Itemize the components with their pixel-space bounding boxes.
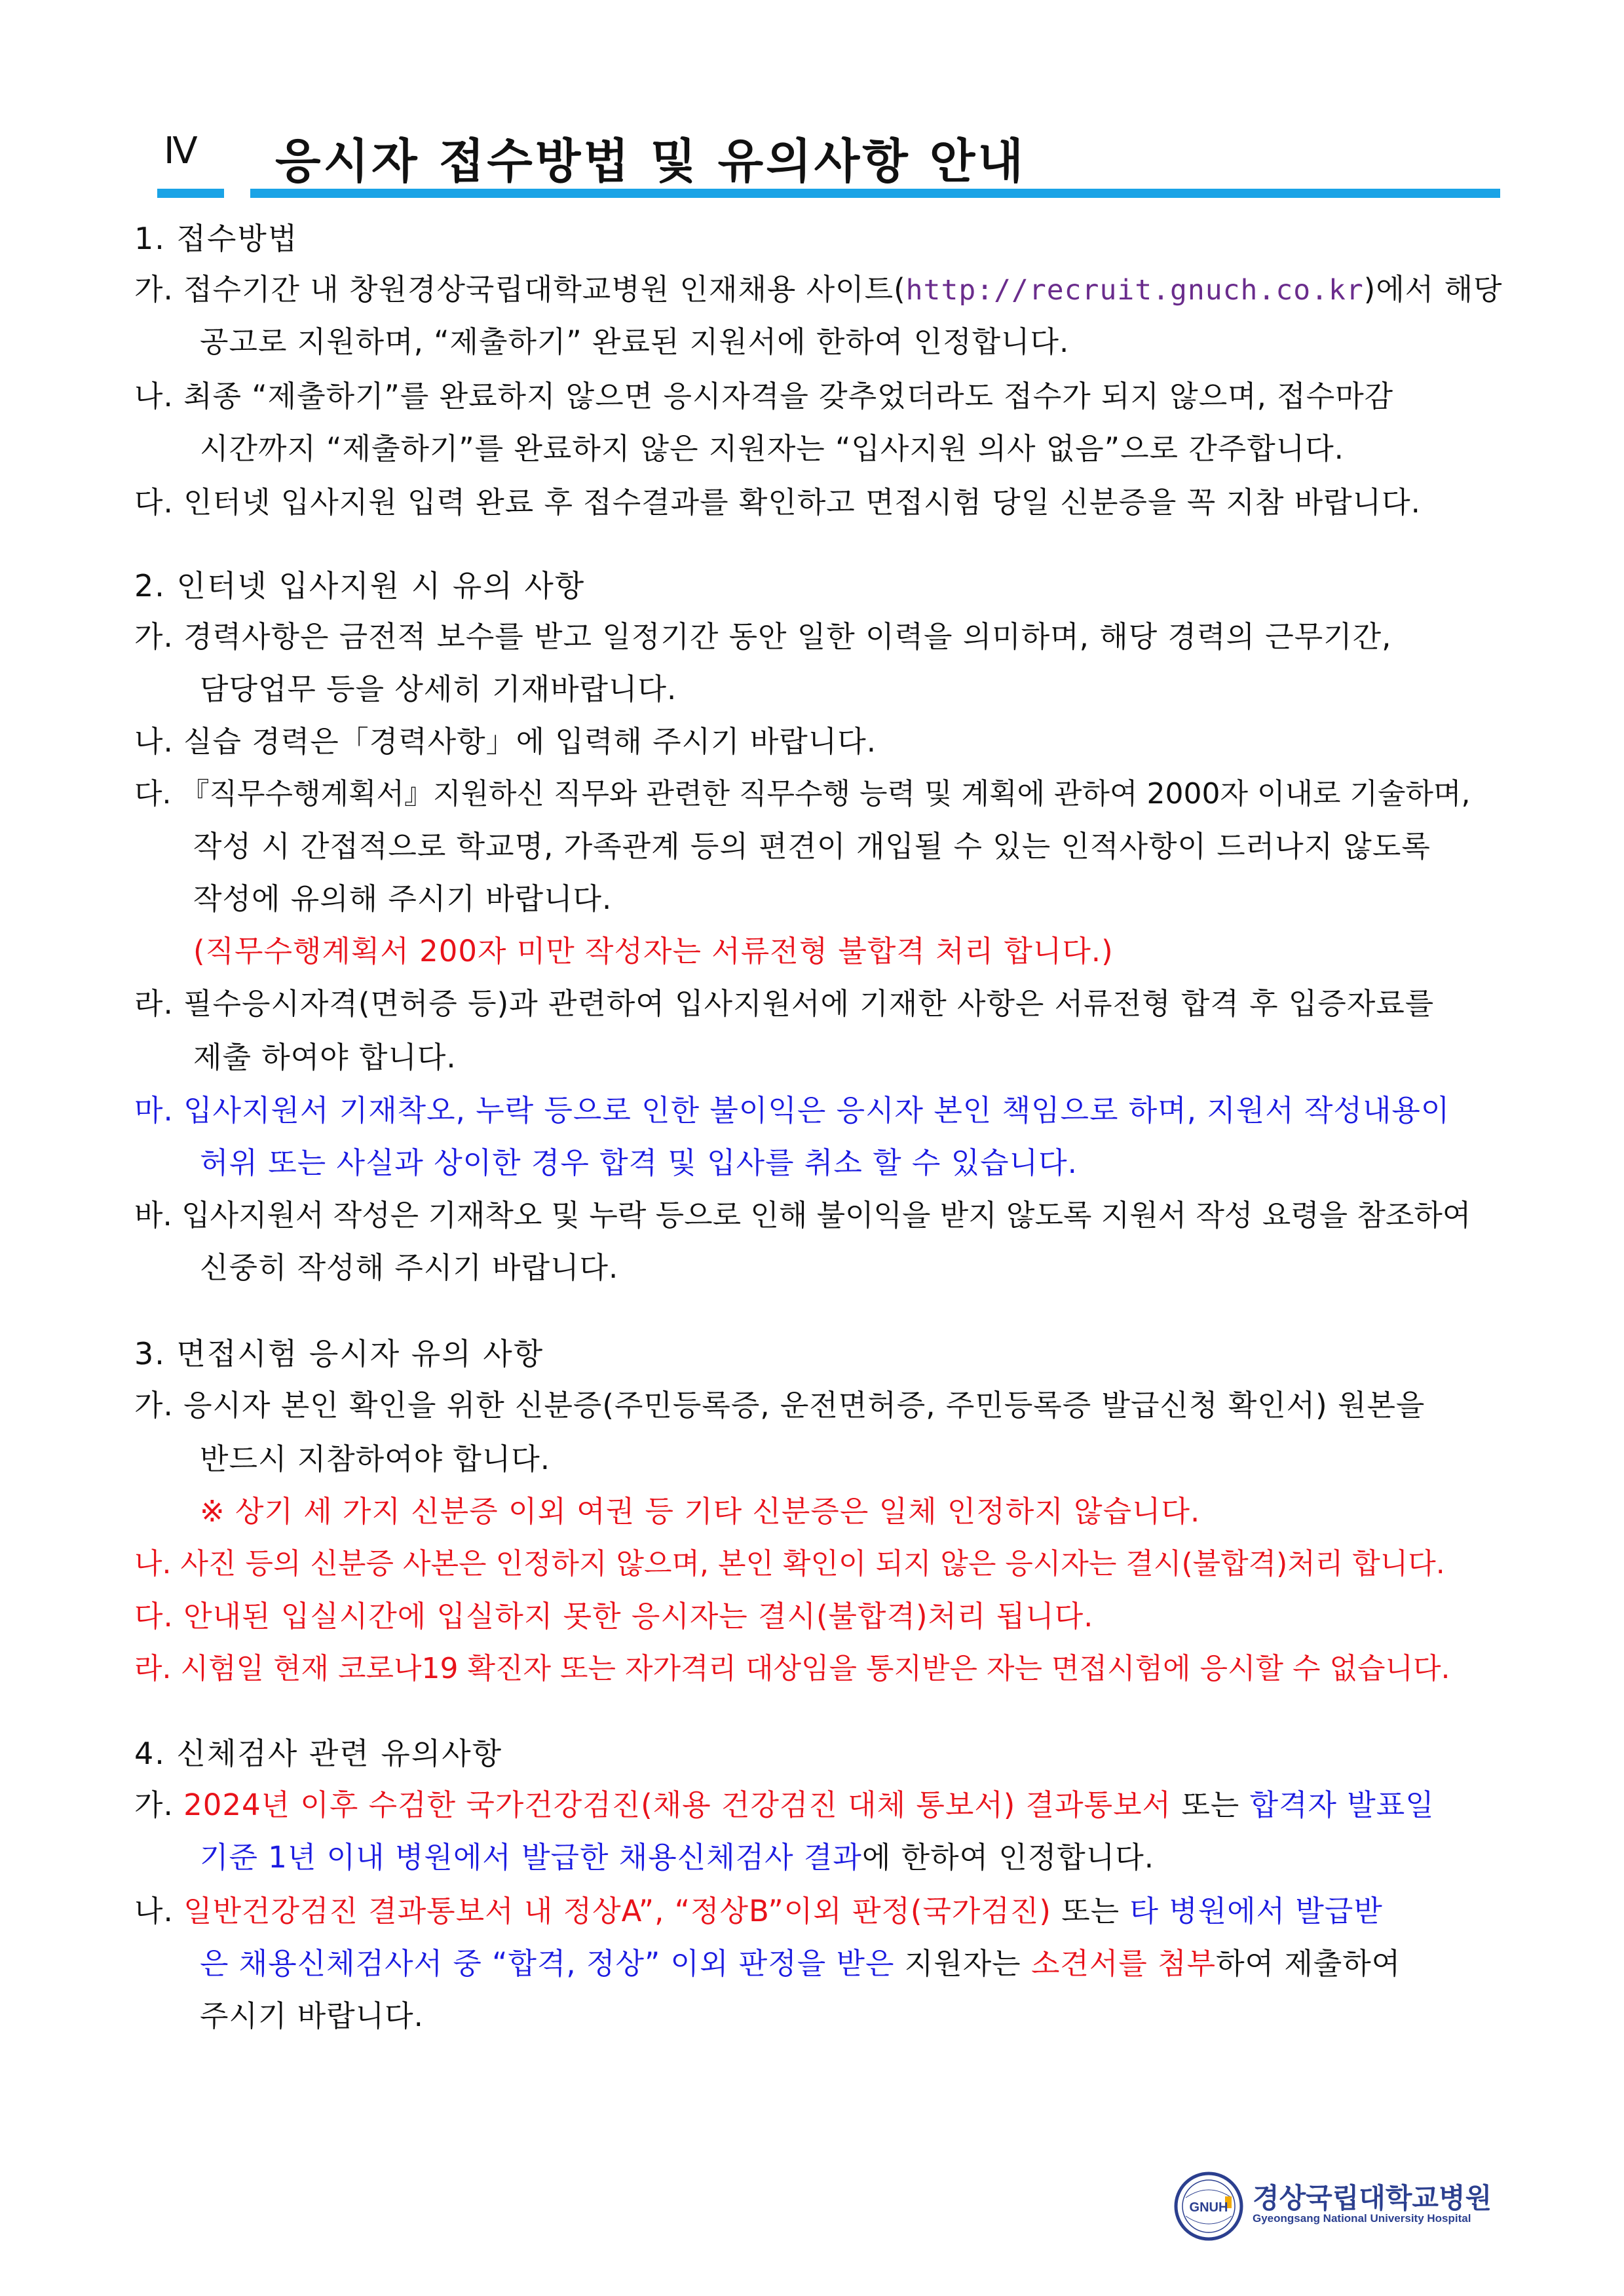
recruit-site-link[interactable]: http://recruit.gnuch.co.kr [905, 274, 1364, 307]
list-item: 나. 최종 “제출하기”를 완료하지 않으면 응시자격을 갖추었더라도 접수가 되지 않으며, 접수마감 [134, 379, 1394, 413]
list-item-continuation: 제출 하여야 합니다. [193, 1040, 457, 1075]
list-item-continuation: 반드시 지참하여야 합니다. [200, 1442, 551, 1476]
section-heading: 3. 면접시험 응시자 유의 사항 [134, 1336, 544, 1371]
list-item-continuation: 신중히 작성해 주시기 바랍니다. [200, 1250, 619, 1285]
warning-note: (직무수행계획서 200자 미만 작성자는 서류전형 불합격 처리 합니다.) [193, 934, 1114, 968]
list-item-continuation: 시간까지 “제출하기”를 완료하지 않은 지원자는 “입사지원 의사 없음”으로 간주합니다. [200, 431, 1344, 466]
list-item: 다. 『직무수행계획서』지원하신 직무와 관련한 직무수행 능력 및 계획에 관하여 2000자 이내로 기술하며, [134, 777, 1471, 811]
list-item-continuation: 담당업무 등을 상세히 기재바랍니다. [200, 672, 677, 706]
hospital-emblem-icon [1173, 2170, 1245, 2242]
warning-note: ※ 상기 세 가지 신분증 이외 여권 등 기타 신분증은 일체 인정하지 않습니다. [200, 1494, 1201, 1529]
title-underline-left [157, 189, 224, 198]
title-underline-right [250, 189, 1500, 198]
list-item: 가. 응시자 본인 확인을 위한 신분증(주민등록증, 운전면허증, 주민등록증 발급신청 확인서) 원본을 [134, 1388, 1426, 1423]
list-item: 나. 실습 경력은「경력사항」에 입력해 주시기 바랍니다. [134, 724, 877, 759]
list-item-important: 마. 입사지원서 기재착오, 누락 등으로 인한 불이익은 응시자 본인 책임으로 하며, 지원서 작성내용이 [134, 1093, 1450, 1128]
section-heading: 2. 인터넷 입사지원 시 유의 사항 [134, 568, 586, 603]
chapter-number: Ⅳ [164, 130, 198, 172]
list-item: 가. 경력사항은 금전적 보수를 받고 일정기간 동안 일한 이력을 의미하며, 해당 경력의 근무기간, [134, 619, 1392, 654]
list-item: 다. 인터넷 입사지원 입력 완료 후 접수결과를 확인하고 면접시험 당일 신분증을 꼭 지참 바랍니다. [134, 485, 1421, 520]
list-item: 가. 접수기간 내 창원경상국립대학교병원 인재채용 사이트(http://recruit.gnuch.co.kr)에서 해당 [134, 272, 1503, 307]
list-item-important-continuation: 허위 또는 사실과 상이한 경우 합격 및 입사를 취소 할 수 있습니다. [200, 1145, 1078, 1180]
list-item-warning: 나. 사진 등의 신분증 사본은 인정하지 않으며, 본인 확인이 되지 않은 응시자는 결시(불합격)처리 합니다. [134, 1547, 1445, 1580]
section-heading: 4. 신체검사 관련 유의사항 [134, 1736, 503, 1771]
list-item-warning: 라. 시험일 현재 코로나19 확진자 또는 자가격리 대상임을 통지받은 자는 면접시험에 응시할 수 없습니다. [134, 1652, 1450, 1685]
list-item-continuation: 작성에 유의해 주시기 바랍니다. [193, 881, 613, 916]
list-item: 나. 일반건강검진 결과통보서 내 정상A”, “정상B”이외 판정(국가검진) 또는 타 병원에서 발급받 [134, 1894, 1383, 1928]
logo-name-ko: 경상국립대학교병원 [1253, 2182, 1492, 2214]
section-heading: 1. 접수방법 [134, 221, 299, 256]
list-item: 가. 2024년 이후 수검한 국가건강검진(채용 건강검진 대체 통보서) 결과통보서 또는 합격자 발표일 [134, 1788, 1435, 1822]
list-item-continuation: 공고로 지원하며, “제출하기” 완료된 지원서에 한하여 인정합니다. [200, 324, 1070, 359]
list-item-continuation: 작성 시 간접적으로 학교명, 가족관계 등의 편견이 개입될 수 있는 인적사항이 드러나지 않도록 [193, 829, 1431, 864]
list-item-continuation: 기준 1년 이내 병원에서 발급한 채용신체검사 결과에 한하여 인정합니다. [200, 1840, 1155, 1875]
logo-name-en: Gyeongsang National University Hospital [1253, 2212, 1471, 2225]
list-item-continuation: 은 채용신체검사서 중 “합격, 정상” 이외 판정을 받은 지원자는 소견서를 첨부하여 제출하여 [200, 1946, 1401, 1981]
page-title: 응시자 접수방법 및 유의사항 안내 [275, 134, 1026, 189]
list-item-warning: 다. 안내된 입실시간에 입실하지 못한 응시자는 결시(불합격)처리 됩니다. [134, 1599, 1094, 1634]
svg-text:GNUH: GNUH [1189, 2200, 1228, 2215]
list-item-continuation: 주시기 바랍니다. [200, 1999, 424, 2033]
list-item: 라. 필수응시자격(면허증 등)과 관련하여 입사지원서에 기재한 사항은 서류전형 합격 후 입증자료를 [134, 986, 1435, 1021]
hospital-logo [1173, 2174, 1500, 2240]
list-item: 바. 입사지원서 작성은 기재착오 및 누락 등으로 인해 불이익을 받지 않도록 지원서 작성 요령을 참조하여 [134, 1198, 1471, 1233]
